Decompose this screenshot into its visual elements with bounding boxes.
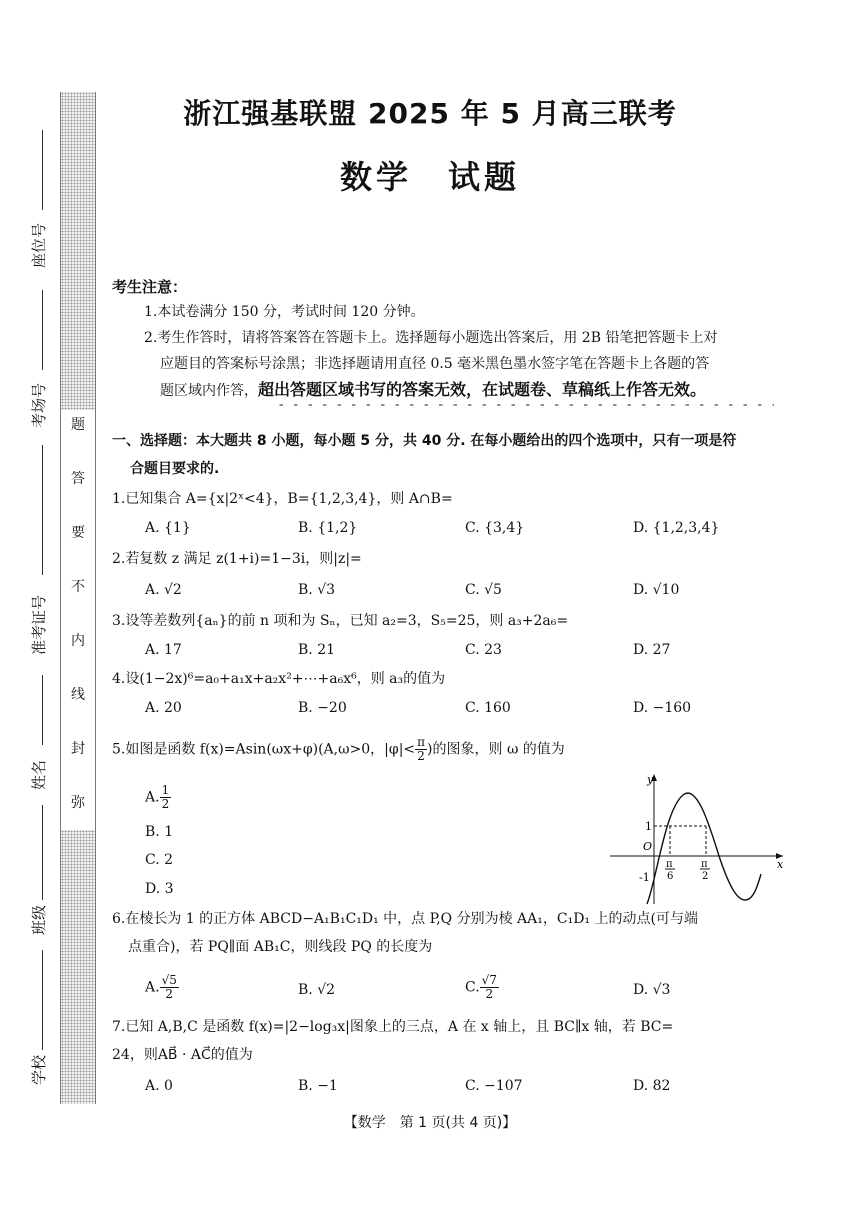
question-2-option-c[interactable]: C. √5 <box>465 582 502 598</box>
fraction-numerator: 1 <box>161 783 170 797</box>
question-7-stem-line-2: 24，则AB⃗ · AC⃗的值为 <box>112 1047 253 1063</box>
question-6-option-d[interactable]: D. √3 <box>633 982 671 998</box>
option-label: A. <box>145 979 160 996</box>
school-line[interactable] <box>42 950 43 1050</box>
notice-item-1: 1.本试卷满分 150 分，考试时间 120 分钟。 <box>144 304 425 320</box>
seat-number-label: 座位号 <box>30 222 48 268</box>
question-1-option-a[interactable]: A. {1} <box>145 520 191 536</box>
question-7-option-b[interactable]: B. −1 <box>298 1078 338 1094</box>
question-3-option-b[interactable]: B. 21 <box>298 642 336 658</box>
y-axis-label: y <box>647 773 654 786</box>
class-label: 班级 <box>30 904 48 935</box>
fraction-denominator: 2 <box>165 987 174 1001</box>
question-4-option-b[interactable]: B. −20 <box>298 700 347 716</box>
question-5-option-b[interactable]: B. 1 <box>145 824 174 840</box>
ticket-number-label: 准考证号 <box>30 594 48 655</box>
x-axis-label: x <box>777 858 784 871</box>
question-6-option-a[interactable] <box>145 974 179 1001</box>
question-7-option-c[interactable]: C. −107 <box>465 1078 523 1094</box>
fraction-denominator: 2 <box>485 987 494 1001</box>
tick-label-pi2-num: π <box>701 859 708 870</box>
option-fraction <box>160 974 179 1001</box>
question-3-option-a[interactable]: A. 17 <box>145 642 182 658</box>
page-footer: 【数学 第 1 页(共 4 页)】 <box>343 1115 517 1131</box>
question-2-stem: 2.若复数 z 满足 z(1+i)=1−3i，则|z|= <box>112 551 362 567</box>
sine-curve <box>647 793 761 904</box>
class-line[interactable] <box>42 805 43 900</box>
seal-char: 题 <box>71 417 85 433</box>
question-2-option-b[interactable]: B. √3 <box>298 582 336 598</box>
exam-room-line[interactable] <box>42 290 43 370</box>
tick-label-1: 1 <box>645 820 652 833</box>
question-5-stem <box>112 736 565 763</box>
question-5-option-a[interactable] <box>145 784 171 811</box>
tick-label-pi6-den: 6 <box>667 871 674 882</box>
question-4-option-d[interactable]: D. −160 <box>633 700 692 716</box>
fraction-denominator: 2 <box>417 749 425 763</box>
tick-label-pi6-num: π <box>666 859 673 870</box>
option-label: A. <box>145 789 160 806</box>
question-1-option-d[interactable]: D. {1,2,3,4} <box>633 520 720 536</box>
question-7-option-d[interactable]: D. 82 <box>633 1078 671 1094</box>
seal-char: 答 <box>71 471 85 487</box>
notice-text: 题区域内作答， <box>160 383 258 399</box>
question-3-stem: 3.设等差数列{aₙ}的前 n 项和为 Sₙ，已知 a₂=3，S₅=25，则 a₃+2a₆= <box>112 613 569 629</box>
notice-item-2-line-1: 2.考生作答时，请将答案答在答题卡上。选择题每小题选出答案后，用 2B 铅笔把答题卡上对 <box>144 330 718 346</box>
seal-char: 不 <box>71 579 85 595</box>
tick-label-pi2-den: 2 <box>702 871 709 882</box>
notice-item-2-line-2: 应题目的答案标号涂黑；非选择题请用直径 0.5 毫米黑色墨水签字笔在答题卡上各题的答 <box>160 356 710 372</box>
question-5-option-c[interactable]: C. 2 <box>145 852 174 868</box>
seal-char: 内 <box>71 633 85 649</box>
fraction-denominator: 2 <box>161 797 170 811</box>
page-subtitle: 数学 试题 <box>339 158 520 196</box>
origin-label: O <box>643 840 653 853</box>
question-6-stem-line-2: 点重合)，若 PQ∥面 AB₁C，则线段 PQ 的长度为 <box>128 939 433 955</box>
notice-heading: 考生注意： <box>112 278 188 296</box>
option-fraction <box>480 974 499 1001</box>
question-4-option-a[interactable]: A. 20 <box>145 700 182 716</box>
school-label: 学校 <box>30 1054 48 1085</box>
seal-char: 弥 <box>71 795 85 811</box>
question-5-fraction <box>415 736 427 763</box>
notice-item-2-line-3 <box>160 381 706 400</box>
question-6-option-b[interactable]: B. √2 <box>298 982 336 998</box>
question-1-option-b[interactable]: B. {1,2} <box>298 520 358 536</box>
question-4-stem: 4.设(1−2x)⁶=a₀+a₁x+a₂x²+⋯+a₆x⁶，则 a₃的值为 <box>112 671 446 687</box>
section-1-heading-cont: 合题目要求的. <box>130 461 220 477</box>
section-1-heading: 一、选择题：本大题共 8 小题，每小题 5 分，共 40 分. 在每小题给出的四个选项中，只有一项是符 <box>112 433 737 449</box>
fraction-numerator: √7 <box>481 973 497 987</box>
seal-notice <box>60 410 96 830</box>
fraction-numerator: √5 <box>161 973 177 987</box>
question-1-option-c[interactable]: C. {3,4} <box>465 520 525 536</box>
name-label: 姓名 <box>30 759 48 790</box>
question-5-stem-part: 5.如图是函数 f(x)=Asin(ωx+φ)(A,ω>0，|φ|< <box>112 741 416 758</box>
question-6-option-c[interactable] <box>465 974 499 1001</box>
question-3-option-d[interactable]: D. 27 <box>633 642 671 658</box>
seal-char: 线 <box>71 687 85 703</box>
question-6-stem-line-1: 6.在棱长为 1 的正方体 ABCD−A₁B₁C₁D₁ 中，点 P,Q 分别为棱 AA₁，C₁D₁ 上的动点(可与端 <box>112 911 698 927</box>
fraction-numerator: π <box>417 735 426 749</box>
option-label: C. <box>465 979 480 996</box>
seal-char: 封 <box>71 741 85 757</box>
seal-char: 要 <box>71 525 85 541</box>
question-7-stem-line-1: 7.已知 A,B,C 是函数 f(x)=|2−log₃x|图象上的三点，A 在 x 轴上，且 BC∥x 轴，若 BC= <box>112 1019 674 1035</box>
sine-graph <box>605 770 790 908</box>
ticket-line[interactable] <box>42 445 43 575</box>
notice-emphasis: 超出答题区域书写的答案无效，在试题卷、草稿纸上作答无效。 <box>258 380 707 399</box>
page-title: 浙江强基联盟 2025 年 5 月高三联考 <box>183 97 677 130</box>
question-7-option-a[interactable]: A. 0 <box>145 1078 173 1094</box>
question-2-option-a[interactable]: A. √2 <box>145 582 182 598</box>
question-2-option-d[interactable]: D. √10 <box>633 582 680 598</box>
emphasis-dots <box>274 402 774 408</box>
question-3-option-c[interactable]: C. 23 <box>465 642 502 658</box>
name-line[interactable] <box>42 675 43 745</box>
option-fraction <box>160 784 172 811</box>
question-5-option-d[interactable]: D. 3 <box>145 881 174 897</box>
tick-label-neg1: -1 <box>639 871 650 884</box>
exam-room-label: 考场号 <box>30 382 48 428</box>
question-1-stem: 1.已知集合 A={x|2ˣ<4}，B={1,2,3,4}，则 A∩B= <box>112 491 453 507</box>
question-4-option-c[interactable]: C. 160 <box>465 700 511 716</box>
question-5-stem-part: )的图象，则 ω 的值为 <box>427 741 565 758</box>
